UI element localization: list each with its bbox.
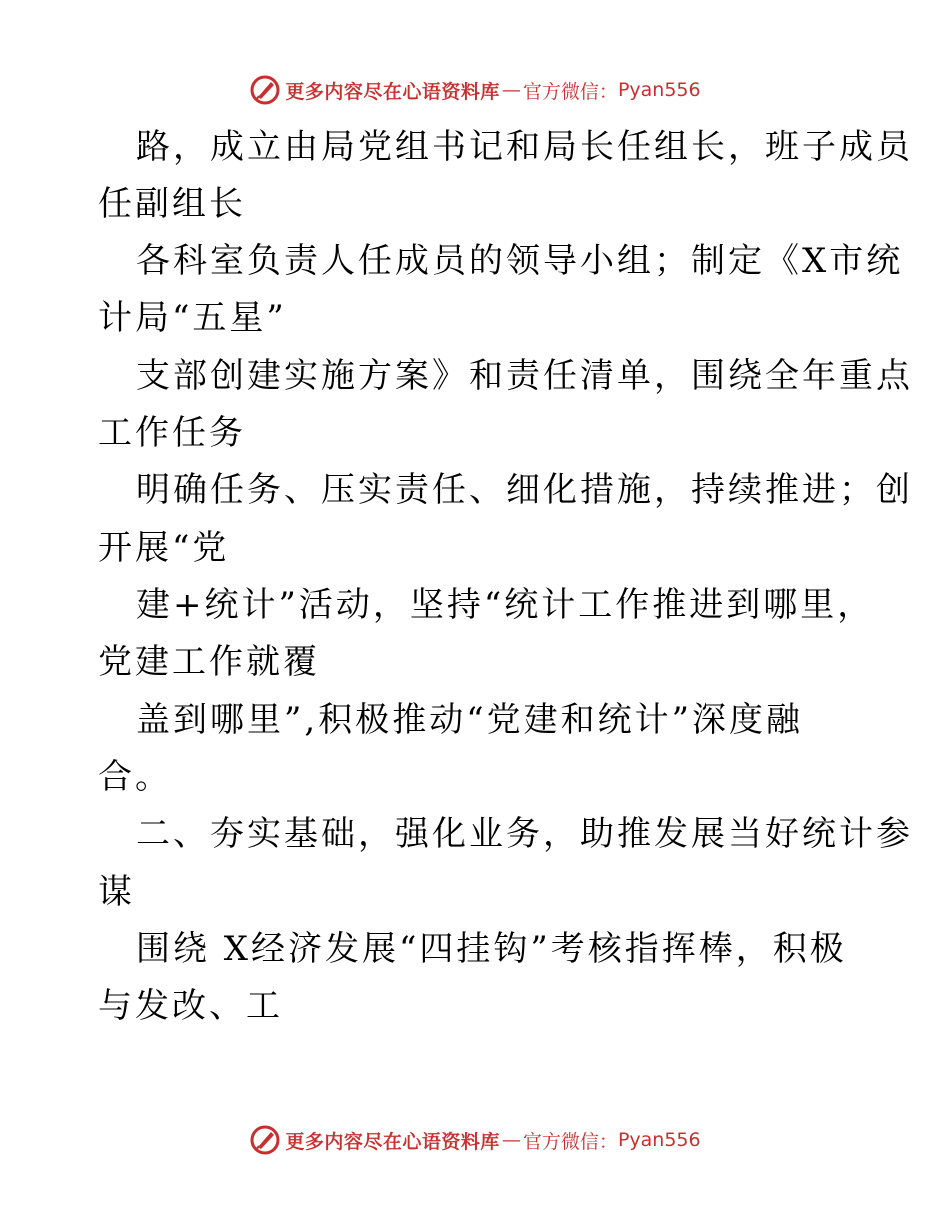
body-line: 党建工作就覆 [98,642,320,682]
body-line: 路，成立由局党组书记和局长任组长，班子成员 [136,127,913,167]
body-line: 围绕 X经济发展“四挂钩”考核指挥棒，积极 [136,929,847,969]
banner-wechat-id: Pyan556 [617,1129,701,1151]
body-line: 任副组长 [98,184,246,224]
body-line: 明确任务、压实责任、细化措施，持续推进；创 [136,470,913,510]
banner-text: 更多内容尽在心语资料库 [285,1130,500,1153]
body-line: 与发改、工 [98,986,283,1026]
banner-wechat-label: 官方微信： [522,1130,618,1153]
body-line: 开展“党 [98,528,230,568]
body-line: 各科室负责人任成员的领导小组；制定《X市统 [136,241,904,281]
body-line: 合。 [98,757,172,797]
banner-separator: — [501,1129,521,1151]
banner-separator: — [501,79,521,101]
body-line: 计局“五星” [98,298,287,338]
body-line: 建+统计”活动，坚持“统计工作推进到哪里， [136,585,875,625]
body-line: 支部创建实施方案》和责任清单，围绕全年重点 [136,356,913,396]
body-line: 谋 [98,872,135,912]
banner-text: 更多内容尽在心语资料库 [285,80,500,103]
body-line: 盖到哪里”,积极推动“党建和统计”深度融 [136,700,803,740]
body-line: 工作任务 [98,413,246,453]
quill-logo-icon [249,74,281,106]
section-heading: 二、夯实基础，强化业务，助推发展当好统计参 [136,814,913,854]
banner-wechat-id: Pyan556 [617,79,701,101]
header-banner [0,70,950,110]
banner-wechat-label: 官方微信： [522,80,618,103]
footer-banner [0,1120,950,1160]
quill-logo-icon [249,1124,281,1156]
